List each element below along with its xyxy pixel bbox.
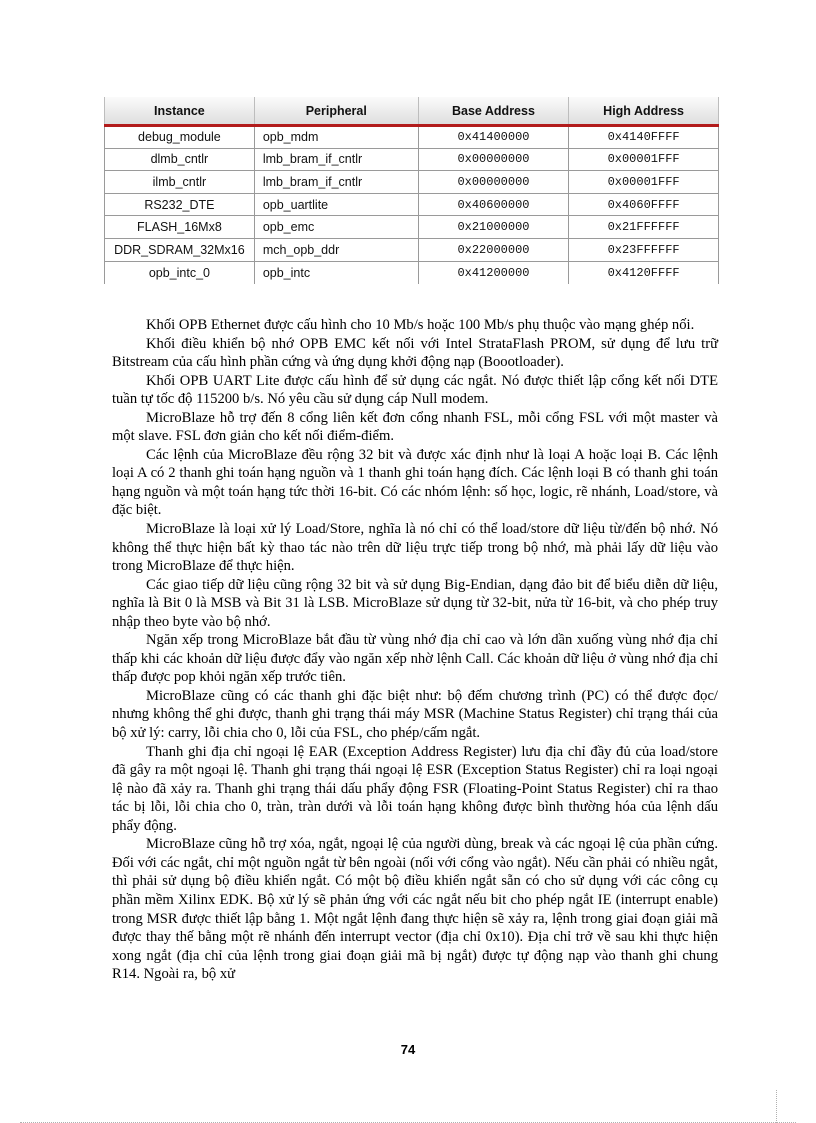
header-high-address: High Address (569, 97, 719, 126)
cell-instance: RS232_DTE (105, 193, 255, 216)
cell-base-address: 0x41200000 (418, 261, 568, 284)
paragraph: Ngăn xếp trong MicroBlaze bắt đầu từ vùng nhớ địa chỉ cao và lớn dần xuống vùng nhớ địa chỉ thấp khi các khoản dữ liệu được đẩy vào ngăn xếp nhờ lệnh Call. Các khoản dữ liệu ở vùng nhớ địa chỉ thấp được pop khỏi ngăn xếp trước tiên. (112, 632, 718, 686)
paragraph: MicroBlaze cũng có các thanh ghi đặc biệt như: bộ đếm chương trình (PC) có thể được đọc/ nhưng không thể ghi được, thanh ghi trạng thái máy MSR (Machine Status Register) chỉ trạng thái của bộ xử lý: carry, lỗi chia cho 0, lỗi của FSL, cho phép/cấm ngắt. (112, 687, 718, 742)
address-map-table (104, 97, 719, 284)
table-row (105, 126, 719, 149)
page-number: 74 (400, 1042, 416, 1057)
paragraph: Các lệnh của MicroBlaze đều rộng 32 bit và được xác định như là loại A hoặc loại B. Các lệnh loại A có 2 thanh ghi toán hạng nguồn và 1 thanh ghi toán hạng đích. Các lệnh loại B có thanh ghi toán hạng nguồn và một toán hạng tức thời 16-bit. Có các nhóm lệnh: số học, logic, rẽ nhánh, Load/store, và đặc biệt. (112, 446, 718, 519)
table-row (105, 148, 719, 171)
cell-instance: FLASH_16Mx8 (105, 216, 255, 239)
paragraph: Khối OPB UART Lite được cấu hình để sử dụng các ngắt. Nó được thiết lập cổng kết nối DTE tuần tự tốc độ 115200 b/s. Nó yêu cầu sử dụng cáp Null modem. (112, 372, 718, 408)
cell-peripheral: opb_emc (254, 216, 418, 239)
cell-peripheral: opb_intc (254, 261, 418, 284)
cell-high-address: 0x00001FFF (569, 148, 719, 171)
cell-peripheral: lmb_bram_if_cntlr (254, 148, 418, 171)
paragraph: MicroBlaze cũng hỗ trợ xóa, ngắt, ngoại lệ của người dùng, break và các ngoại lệ của phần cứng. Đối với các ngắt, chỉ một nguồn ngắt từ bên ngoài (nối với cổng vào ngắt). Nếu cần phải có nhiều ngắt, thì phải sử dụng bộ điều khiển ngắt. Có một bộ điều khiển ngắt sẵn có cho sử dụng với các công cụ phần mềm Xilinx EDK. Bộ xử lý sẽ phản ứng với các ngắt nếu bit cho phép ngắt IE (interrupt enable) trong MSR được thiết lập bằng 1. Một ngắt lệnh đang thực hiện sẽ xảy ra, lệnh trong giai đoạn giải mã được thay thế bằng một rẽ nhánh đến interrupt vector (địa chỉ 0x10). Địa chỉ trở về sau khi thực hiện xong ngắt (địa chỉ của lệnh trong giai đoạn giải mã bị ngắt) được tự động nạp vào thanh ghi chung R14. Ngoài ra, bộ xử (112, 836, 718, 983)
cell-base-address: 0x21000000 (418, 216, 568, 239)
cell-base-address: 0x00000000 (418, 171, 568, 194)
paragraph: Thanh ghi địa chỉ ngoại lệ EAR (Exception Address Register) lưu địa chỉ đầy đủ của load/store đã gây ra một ngoại lệ. Thanh ghi trạng thái ngoại lệ ESR (Exception Status Register) chỉ ra loại ngoại lệ nào đã xảy ra. Thanh ghi trạng thái dấu phẩy động FSR (Floating-Point Status Register) chỉ ra thao tác bị lỗi, lỗi chia cho 0, tràn, tràn dưới và lỗi toán hạng không được bình thường hóa của lệnh dấu phẩy động. (112, 743, 718, 834)
table-row (105, 171, 719, 194)
cell-base-address: 0x22000000 (418, 238, 568, 261)
body-text (112, 316, 718, 984)
paragraph: Khối điều khiển bộ nhớ OPB EMC kết nối với Intel StrataFlash PROM, sử dụng để lưu trữ Bitstream của cấu hình phần cứng và ứng dụng khởi động nạp (Boootloader). (112, 335, 718, 371)
cell-peripheral: mch_opb_ddr (254, 238, 418, 261)
header-peripheral: Peripheral (254, 97, 418, 126)
cell-instance: debug_module (105, 126, 255, 149)
cell-peripheral: opb_mdm (254, 126, 418, 149)
cell-high-address: 0x21FFFFFF (569, 216, 719, 239)
cell-instance: ilmb_cntlr (105, 171, 255, 194)
paragraph: Các giao tiếp dữ liệu cũng rộng 32 bit và sử dụng Big-Endian, dạng đảo bit để biểu diễn dữ liệu, nghĩa là Bit 0 là MSB và Bit 31 là LSB. MicroBlaze sử dụng từ 32-bit, nửa từ 16-bit, và cho phép truy nhập theo byte vào bộ nhớ. (112, 576, 718, 630)
table-row (105, 238, 719, 261)
header-instance: Instance (105, 97, 255, 126)
table-row (105, 193, 719, 216)
paragraph: Khối OPB Ethernet được cấu hình cho 10 Mb/s hoặc 100 Mb/s phụ thuộc vào mạng ghép nối. (146, 317, 695, 333)
table-row (105, 216, 719, 239)
cell-instance: DDR_SDRAM_32Mx16 (105, 238, 255, 261)
cell-instance: dlmb_cntlr (105, 148, 255, 171)
table-row (105, 261, 719, 284)
cell-high-address: 0x4120FFFF (569, 261, 719, 284)
cell-high-address: 0x00001FFF (569, 171, 719, 194)
cell-high-address: 0x4060FFFF (569, 193, 719, 216)
paragraph: MicroBlaze hỗ trợ đến 8 cổng liên kết đơn cổng nhanh FSL, mỗi cổng FSL với một master và một slave. FSL đơn giản cho kết nối điểm-điểm. (112, 409, 718, 445)
cell-base-address: 0x00000000 (418, 148, 568, 171)
paragraph: MicroBlaze là loại xử lý Load/Store, nghĩa là nó chỉ có thể load/store dữ liệu từ/đến bộ nhớ. Nó không thể thực hiện bất kỳ thao tác nào trên dữ liệu trực tiếp trong bộ nhớ, mà phải lấy dữ liệu vào trong MicroBlaze để thực hiện. (112, 521, 718, 575)
page-border-corner (776, 1090, 777, 1123)
cell-high-address: 0x4140FFFF (569, 126, 719, 149)
header-base-address: Base Address (418, 97, 568, 126)
table-header-row (105, 97, 719, 126)
cell-base-address: 0x41400000 (418, 126, 568, 149)
cell-high-address: 0x23FFFFFF (569, 238, 719, 261)
cell-base-address: 0x40600000 (418, 193, 568, 216)
cell-peripheral: opb_uartlite (254, 193, 418, 216)
cell-instance: opb_intc_0 (105, 261, 255, 284)
cell-peripheral: lmb_bram_if_cntlr (254, 171, 418, 194)
